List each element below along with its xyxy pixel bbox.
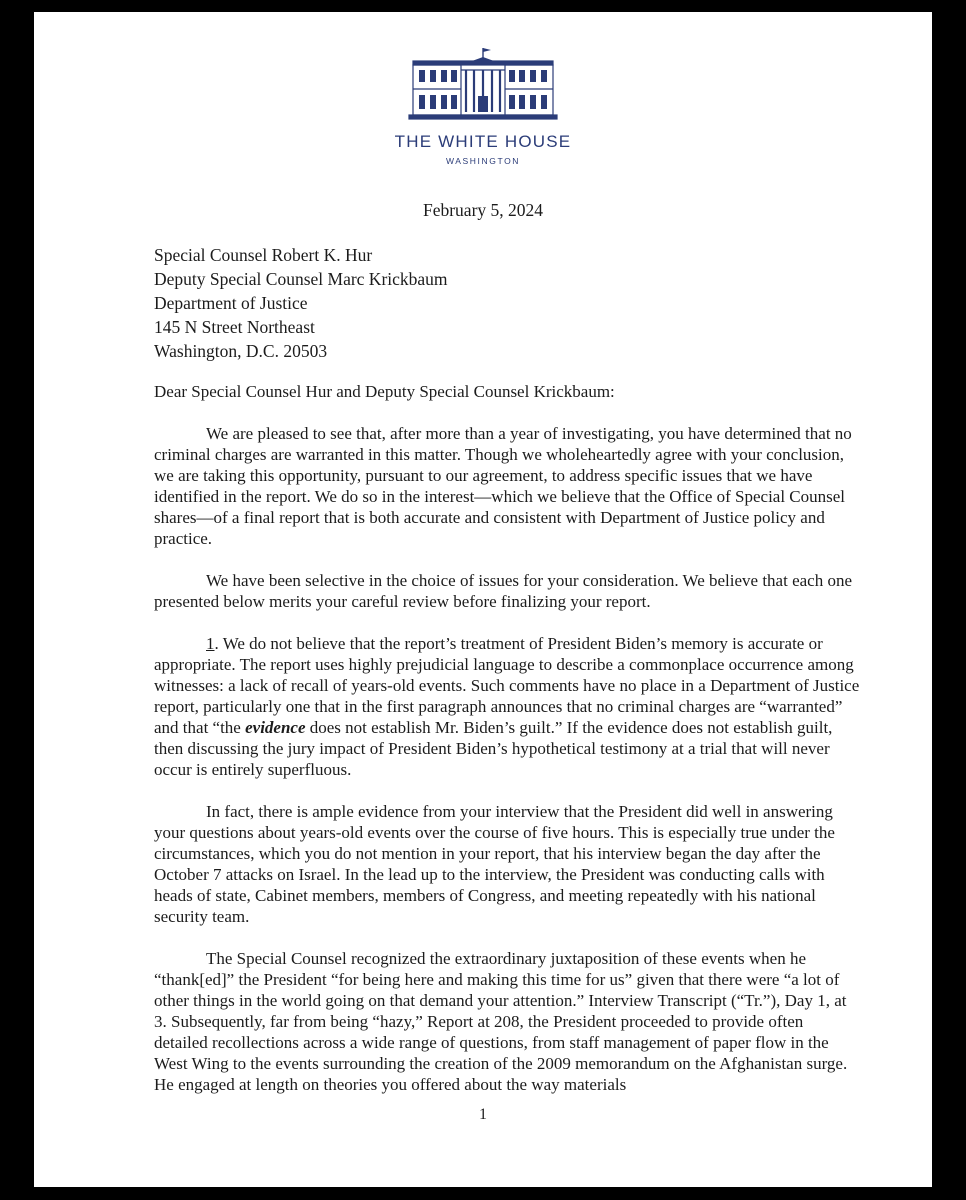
emphasis-evidence: evidence [245,718,306,737]
issue-number: 1 [206,634,215,653]
page-number: 1 [479,1106,487,1123]
paragraph-3-text-a: . We do not believe that the report’s treatment of President Biden’s memory is accurate or appropriate. The report uses highly prejudicial language to describe a commonplace occurrence among witnesses: a lack of recall of years-old events. Such comments have no place in a Department of Justice report, particularly one that in the first paragraph announces that no criminal charges are “warranted” and that “the [154,634,860,737]
paragraph-3 [154,633,860,780]
recipient-address [154,243,448,363]
letter-date: February 5, 2024 [422,200,544,220]
address-line: Special Counsel Robert K. Hur [154,245,373,265]
letterhead-title: THE WHITE HOUSE [394,132,572,151]
address-line: Deputy Special Counsel Marc Krickbaum [154,269,448,289]
letterhead-subtitle: WASHINGTON [445,156,521,166]
letterhead [34,46,932,166]
paragraph-4: In fact, there is ample evidence from your interview that the President did well in answering your questions about years-old events over the course of five hours. This is especially true under the circumstances, which you do not mention in your report, that his interview began the day after the October 7 attacks on Israel. In the lead up to the interview, the President was conducting calls with heads of state, Cabinet members, members of Congress, and meeting repeatedly with his national security team. [154,802,835,926]
white-house-logo-icon [405,46,561,120]
paragraph-2: We have been selective in the choice of issues for your consideration. We believe that each one presented below merits your careful review before finalizing your report. [154,571,852,611]
paragraph-1: We are pleased to see that, after more than a year of investigating, you have determined that no criminal charges are warranted in this matter. Though we wholeheartedly agree with your conclusion, we are taking this opportunity, pursuant to our agreement, to address specific issues that we have identified in the report. We do so in the interest—which we believe that the Office of Special Counsel shares—of a final report that is both accurate and consistent with Department of Justice policy and practice. [154,424,852,548]
salutation: Dear Special Counsel Hur and Deputy Special Counsel Krickbaum: [154,382,615,401]
letter-body [154,381,860,1095]
letter-page [34,12,932,1187]
address-line: Washington, D.C. 20503 [154,341,328,361]
address-line: Department of Justice [154,293,308,313]
paragraph-5: The Special Counsel recognized the extraordinary juxtaposition of these events when he “thank[ed]” the President “for being here and making this time for us” given that there were “a lot of other things in the world going on that demand your attention.” Interview Transcript (“Tr.”), Day 1, at 3. Subsequently, far from being “hazy,” Report at 208, the President proceeded to provide often detailed recollections across a wide range of questions, from staff management of paper flow in the West Wing to the events surrounding the creation of the 2009 memorandum on the Afghanistan surge. He engaged at length on theories you offered about the way materials [154,949,848,1094]
address-line: 145 N Street Northeast [154,317,315,337]
paragraph-3-text-b: does not establish Mr. Biden’s guilt.” If the evidence does not establish guilt, then discussing the jury impact of President Biden’s hypothetical testimony at a trial that will never occur is entirely superfluous. [154,718,833,779]
